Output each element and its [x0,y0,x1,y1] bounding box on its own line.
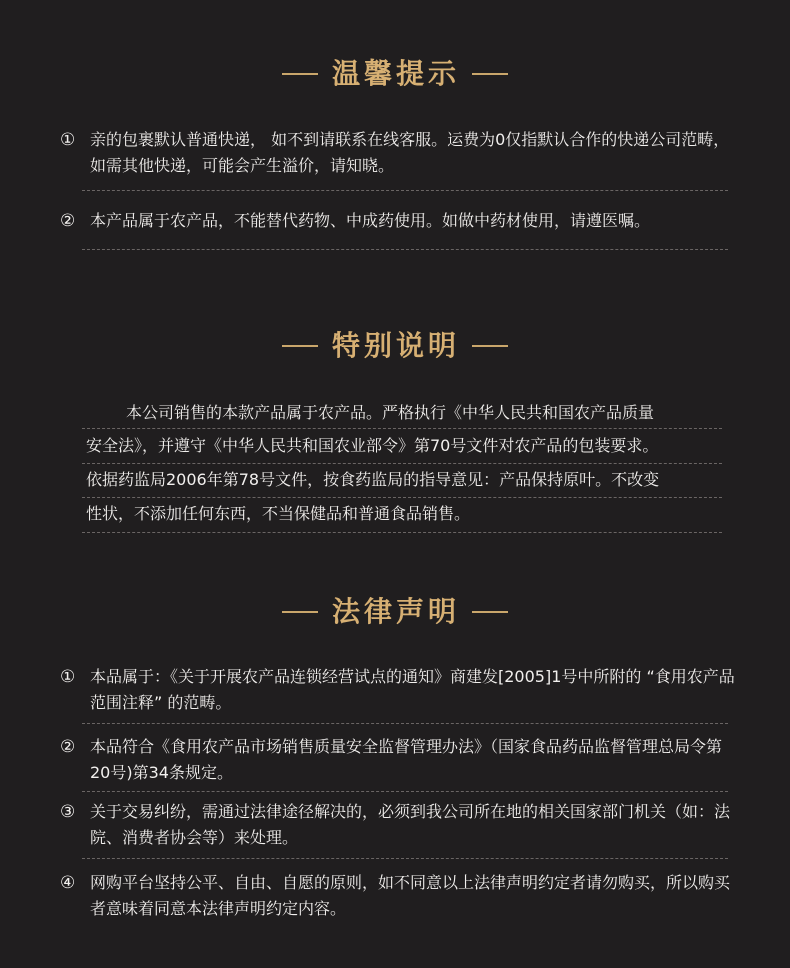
item-number: ① [60,130,76,150]
title-line-left [282,611,318,613]
tips-heading [0,54,790,94]
paragraph-line: 依据药监局2006年第78号文件，按食药监局的指导意见：产品保持原叶。不改变 [86,470,660,489]
legal-title: 法律声明 [331,595,460,628]
item-text: 本品属于：《关于开展农产品连锁经营试点的通知》商建发[2005]1号中所附的 “食用农产品范围注释” 的范畴。 [90,667,735,712]
divider [82,532,722,533]
title-line-right [472,611,508,613]
title-line-right [472,73,508,75]
item-number: ③ [60,802,76,822]
title-line-left [282,345,318,347]
item-text: 网购平台坚持公平、自由、自愿的原则，如不同意以上法律声明约定者请勿购买，所以购买者意味着同意本法律声明约定内容。 [90,873,731,918]
divider [82,249,728,250]
tips-item-1 [60,127,740,179]
legal-item-3 [60,799,740,851]
item-number: ④ [60,873,76,893]
divider [82,791,728,792]
divider [82,190,728,191]
legal-item-1 [60,664,740,716]
tips-item-2 [60,208,740,234]
divider [82,497,722,498]
legal-item-4 [60,870,740,922]
item-text: 关于交易纠纷，需通过法律途径解决的，必须到我公司所在地的相关国家部门机关（如：法院、消费者协会等）来处理。 [90,802,731,847]
item-number: ① [60,667,76,687]
legal-item-2 [60,734,740,786]
legal-heading [0,592,790,632]
paragraph-line: 本公司销售的本款产品属于农产品。严格执行《中华人民共和国农产品质量 [126,403,655,422]
tips-title: 温馨提示 [331,57,460,90]
divider [82,463,722,464]
item-text: 亲的包裹默认普通快递， 如不到请联系在线客服。运费为0仅指默认合作的快递公司范畴，如需其他快递，可能会产生溢价，请知晓。 [90,130,730,175]
title-line-right [472,345,508,347]
divider [82,723,728,724]
divider [82,428,722,429]
item-number: ② [60,211,76,231]
paragraph-line: 安全法》，并遵守《中华人民共和国农业部令》第70号文件对农产品的包装要求。 [86,436,659,455]
title-line-left [282,73,318,75]
item-number: ② [60,737,76,757]
paragraph-line: 性状，不添加任何东西，不当保健品和普通食品销售。 [86,504,471,523]
special-title: 特别说明 [331,329,460,362]
special-heading [0,326,790,366]
item-text: 本产品属于农产品，不能替代药物、中成药使用。如做中药材使用，请遵医嘱。 [90,211,651,230]
item-text: 本品符合《食用农产品市场销售质量安全监督管理办法》（国家食品药品监督管理总局令第20号)第34条规定。 [90,737,723,782]
divider [82,858,728,859]
